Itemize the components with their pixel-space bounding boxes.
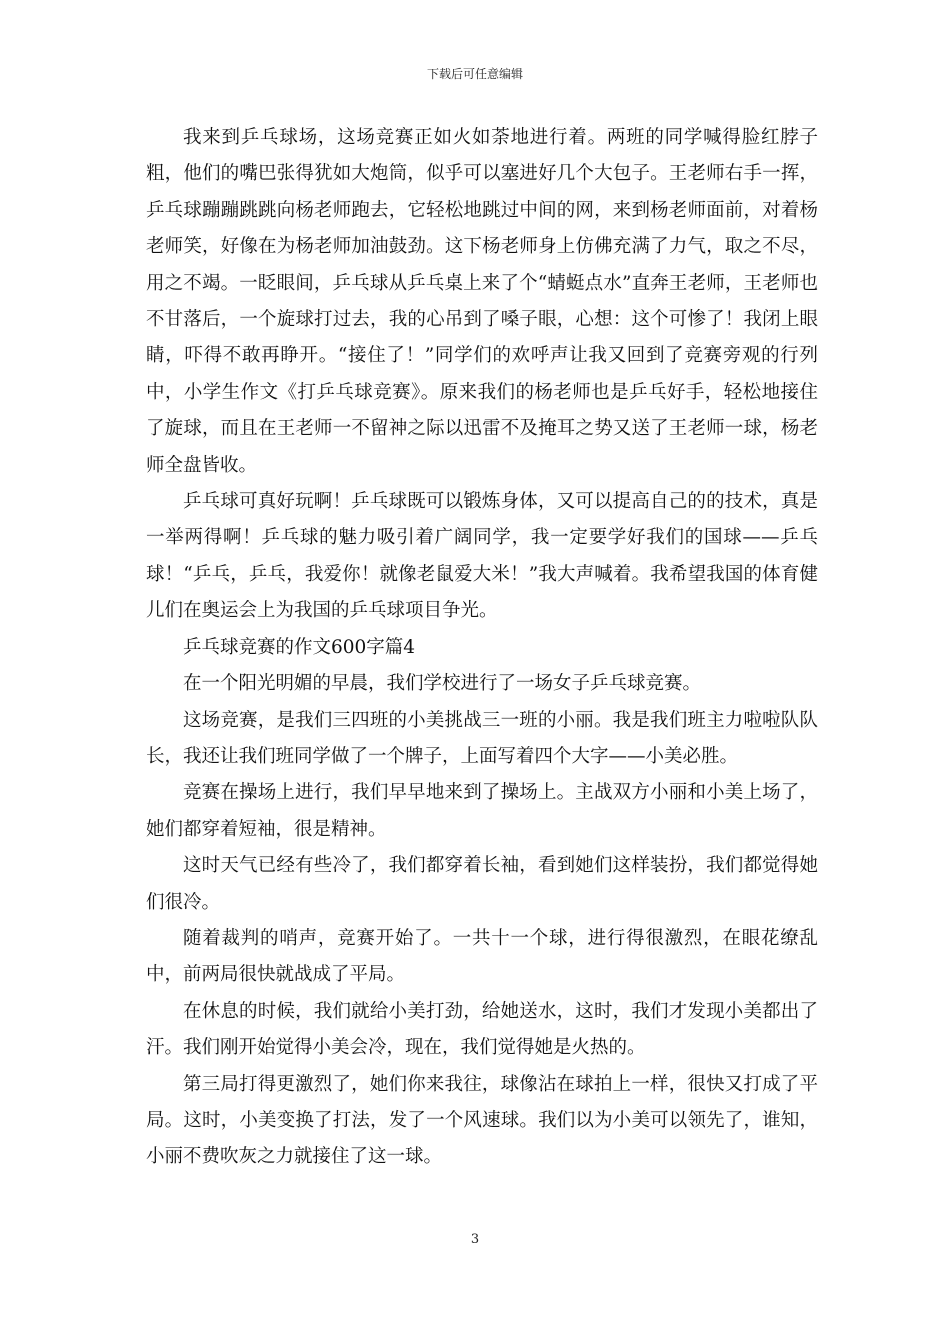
paragraph: 竞赛在操场上进行，我们早早地来到了操场上。主战双方小丽和小美上场了，她们都穿着短袖，很是精神。: [146, 782, 818, 840]
paragraph: 我来到乒乓球场，这场竞赛正如火如荼地进行着。两班的同学喊得脸红脖子粗，他们的嘴巴张得犹如大炮筒，似乎可以塞进好几个大包子。王老师右手一挥，乒乓球蹦蹦跳跳向杨老师跑去，它轻松地跳过中间的网，来到杨老师面前，对着杨老师笑，好像在为杨老师加油鼓劲。这下杨老师身上仿佛充满了力气，取之不尽，用之不竭。一眨眼间，乒乓球从乒乓桌上来了个“蜻蜓点水”直奔王老师，王老师也不甘落后，一个旋球打过去，我的心吊到了嗓子眼，心想：这个可惨了！我闭上眼睛，吓得不敢再睁开。“接住了！”同学们的欢呼声让我又回到了竞赛旁观的行列中，小学生作文《打乒乓球竞赛》。原来我们的杨老师也是乒乓好手，轻松地接住了旋球，而且在王老师一不留神之际以迅雷不及掩耳之势又送了王老师一球，杨老师全盘皆收。: [146, 127, 818, 476]
paragraph: 第三局打得更激烈了，她们你来我往，球像沾在球拍上一样，很快又打成了平局。这时，小美变换了打法，发了一个风速球。我们以为小美可以领先了，谁知，小丽不费吹灰之力就接住了这一球。: [146, 1073, 818, 1168]
paragraph: 乒乓球可真好玩啊！乒乓球既可以锻炼身体，又可以提高自己的的技术，真是一举两得啊！乒乓球的魅力吸引着广阔同学，我一定要学好我们的国球——乒乓球！“乒乓，乒乓，我爱你！就像老鼠爱大米！”我大声喊着。我希望我国的体育健儿们在奥运会上为我国的乒乓球项目争光。: [146, 491, 818, 622]
page-number: 3: [470, 1232, 480, 1247]
section-heading: 乒乓球竞赛的作文600字篇4: [183, 636, 416, 658]
document-body: [146, 120, 818, 1176]
paragraph: 这时天气已经有些冷了，我们都穿着长袖，看到她们这样装扮，我们都觉得她们很冷。: [146, 855, 818, 913]
paragraph: 这场竞赛，是我们三四班的小美挑战三一班的小丽。我是我们班主力啦啦队队长，我还让我们班同学做了一个牌子，上面写着四个大字——小美必胜。: [146, 709, 818, 767]
paragraph: 在一个阳光明媚的早晨，我们学校进行了一场女子乒乓球竞赛。: [183, 673, 702, 695]
page-header: 下载后可任意编辑: [426, 67, 523, 81]
paragraph: 在休息的时候，我们就给小美打劲，给她送水，这时，我们才发现小美都出了汗。我们刚开始觉得小美会冷，现在，我们觉得她是火热的。: [146, 1000, 818, 1059]
paragraph: 随着裁判的哨声，竞赛开始了。一共十一个球，进行得很激烈，在眼花缭乱中，前两局很快就战成了平局。: [146, 927, 818, 986]
